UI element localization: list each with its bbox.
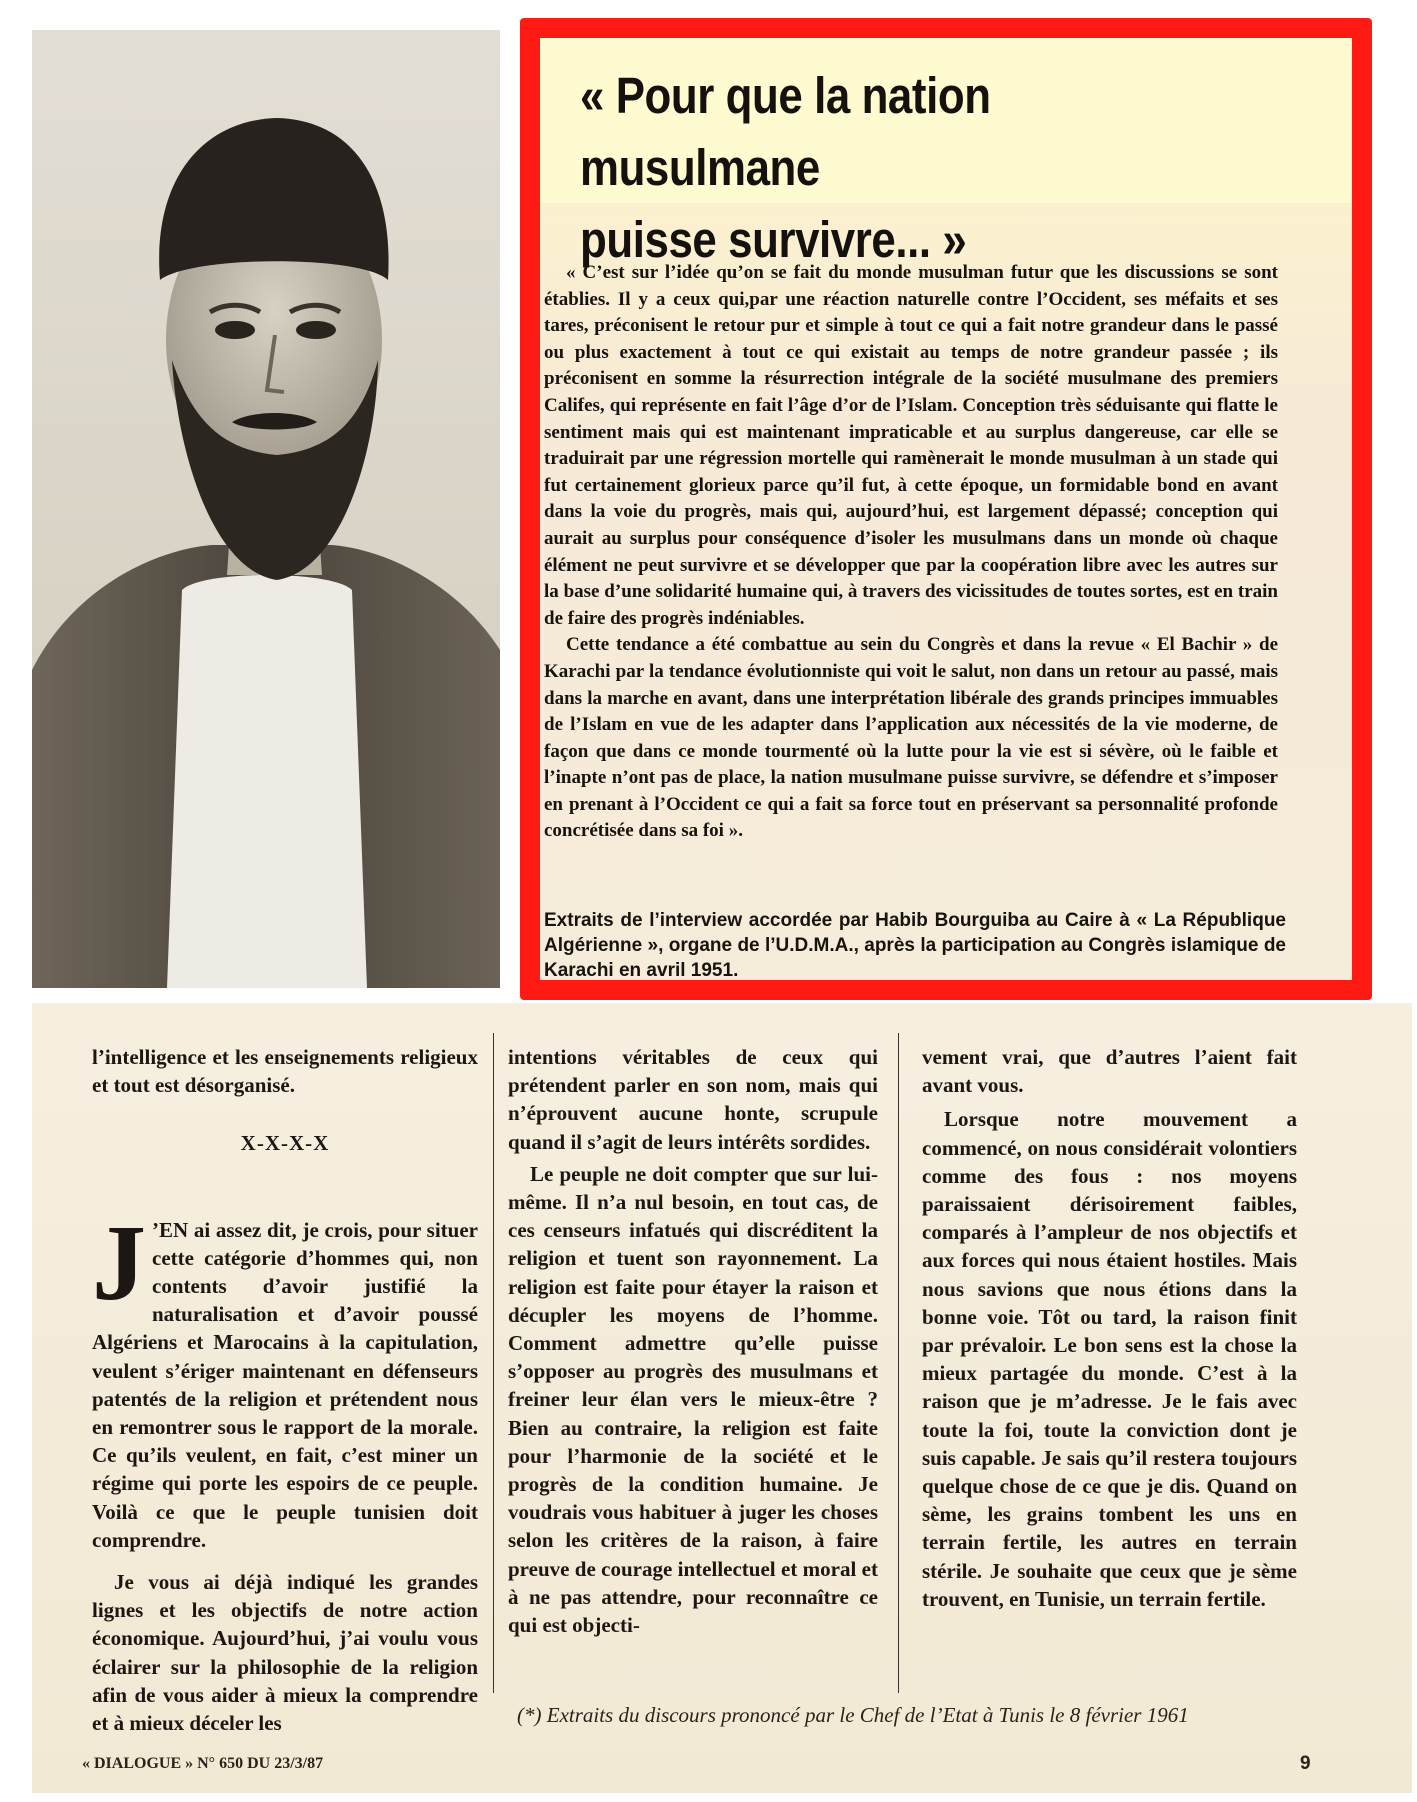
portrait-illustration <box>32 30 500 988</box>
quote-paragraph: Cette tendance a été combattue au sein du Congrès et dans la revue « El Bachir » de Karachi par la tendance évolutionniste qui voit le salut, non dans un retour au passé, mais dans la marche en avant, dans une interprétation libérale des grands principes immuables de l’Islam en vue de les adapter dans l’application aux nécessités de la vie moderne, de façon que dans ce monde tourmenté où la lutte pour la vie est si sévère, où le faible et l’inapte n’ont pas de place, la nation musulmane puisse survivre, se défendre et s’imposer en prenant à l’Occident ce qui a fait sa force tout en préservant sa personnalité profonde concrétisée dans sa foi ». <box>544 634 1278 842</box>
article-title <box>580 60 1216 276</box>
column-divider <box>898 1033 899 1693</box>
footnote: (*) Extraits du discours prononcé par le Chef de l’Etat à Tunis le 8 février 1961 <box>517 1703 1189 1727</box>
column-paragraph: Je vous ai déjà indiqué les grandes lignes et les objectifs de notre action économique. Aujourd’hui, j’ai voulu vous éclairer sur la philosophie de la religion afin de vous aider à mieux la comprendre et à mieux déceler les <box>92 1570 478 1736</box>
text-column-1 <box>92 1043 478 1737</box>
text-column-3 <box>922 1043 1297 1613</box>
quote-text <box>544 260 1278 845</box>
text-column-2 <box>508 1043 878 1639</box>
article-title-line2: puisse survivre... » <box>580 211 967 268</box>
paragraph-text: ’EN ai assez dit, je crois, pour situer cette catégorie d’hommes qui, non contents d’avoir justifié la naturalisation et d’avoir poussé Algériens et Marocains à la capitulation, veulent s’ériger maintenant en défenseurs patentés de la religion et prétendent nous en remontrer sous le rapport de la morale. Ce qu’ils veulent, en fait, c’est miner un régime qui porte les espoirs de ce peuple. Voilà ce que le peuple tunisien doit comprendre. <box>92 1217 478 1552</box>
article-title-line1: « Pour que la nation musulmane <box>580 67 991 196</box>
column-paragraph: vement vrai, que d’autres l’aient fait avant vous. <box>922 1045 1297 1098</box>
quote-box <box>540 38 1352 980</box>
column-paragraph: Le peuple ne doit compter que sur lui-même. Il n’a nul besoin, en tout cas, de ces censeurs infatués qui discréditent la religion et tuent son rayonnement. La religion est faite pour étayer la raison et décupler les moyens de l’homme. Comment admettre qu’elle puisse s’opposer au progrès des musulmans et freiner leur élan vers le mieux-être ? Bien au contraire, la religion est faite pour l’harmonie de la société et le progrès de la condition humaine. Je voudrais vous habituer à juger les choses selon les critères de la raison, à faire preuve de courage intellectuel et moral et à ne pas attendre, pour reconnaître ce qui est objecti- <box>508 1161 878 1638</box>
column-paragraph: Lorsque notre mouvement a commencé, on nous considérait volontiers comme des fous : nos moyens paraissaient dérisoirement faibles, comparés à l’ampleur de nos objectifs et aux forces qui nous étaient hostiles. Mais nous savions que nous étions dans la bonne voie. Tôt ou tard, la raison finit par prévaloir. Le bon sens est la chose la mieux partagée du monde. C’est à la raison que je m’adresse. Je le fais avec toute la foi, toute la conviction dont je suis capable. Je sais qu’il restera toujours quelque chose de ce que je dis. Quand on sème, les grains tombent les uns en terrain fertile, les autres en terrain stérile. Je souhaite que ceux que je sème trouvent, en Tunisie, un terrain fertile. <box>922 1107 1297 1611</box>
publication-footer: « DIALOGUE » N° 650 DU 23/3/87 <box>82 1755 324 1772</box>
quote-paragraph: « C’est sur l’idée qu’on se fait du monde musulman futur que les discussions se sont établies. Il y a ceux qui,par une réaction naturelle contre l’Occident, ses méfaits et ses tares, préconisent le retour pur et simple à tout ce qui a fait notre grandeur dans le passé ou plus exactement à tout ce qui existait au temps de notre grandeur passée ; ils préconisent en somme la résurrection intégrale de la société musulmane des premiers Califes, qui représente en fait l’âge d’or de l’Islam. Conception très séduisante qui flatte le sentiment mais qui est maintenant impraticable et au surplus dangereuse, car elle se traduirait par une régression mortelle qui ramènerait le monde musulman à un stade qui fut certainement glorieux parce qu’il fut, à cette époque, un formidable bond en avant dans la voie du progrès, mais qui, aujourd’hui, est largement dépassé; conception qui aurait au surplus pour conséquence d’isoler les musulmans dans un monde où chaque élément ne peut survivre et se développer que par la coopération libre avec les autres sur la base d’une solidarité humaine qui, à travers des vicissitudes de toutes sortes, est en train de faire des progrès indéniables. <box>544 262 1278 629</box>
quote-attribution: Extraits de l’interview accordée par Habib Bourguiba au Caire à « La République Algérienne », organe de l’U.D.M.A., après la participation au Congrès islamique de Karachi en avril 1951. <box>544 910 1286 981</box>
column-paragraph: l’intelligence et les enseignements religieux et tout est désorganisé. <box>92 1045 478 1098</box>
portrait-photo <box>32 30 500 988</box>
section-separator: X-X-X-X <box>240 1131 330 1156</box>
speech-text-section <box>32 1003 1412 1793</box>
title-band <box>540 38 1352 268</box>
drop-cap: J <box>92 1203 146 1323</box>
column-paragraph: intentions véritables de ceux qui prétendent parler en son nom, mais qui n’éprouvent aucune honte, scrupule quand il s’agit de leurs intérêts sordides. <box>508 1045 878 1154</box>
column-divider <box>493 1033 494 1693</box>
column-paragraph <box>92 1203 478 1554</box>
page-number: 9 <box>1300 1753 1311 1774</box>
